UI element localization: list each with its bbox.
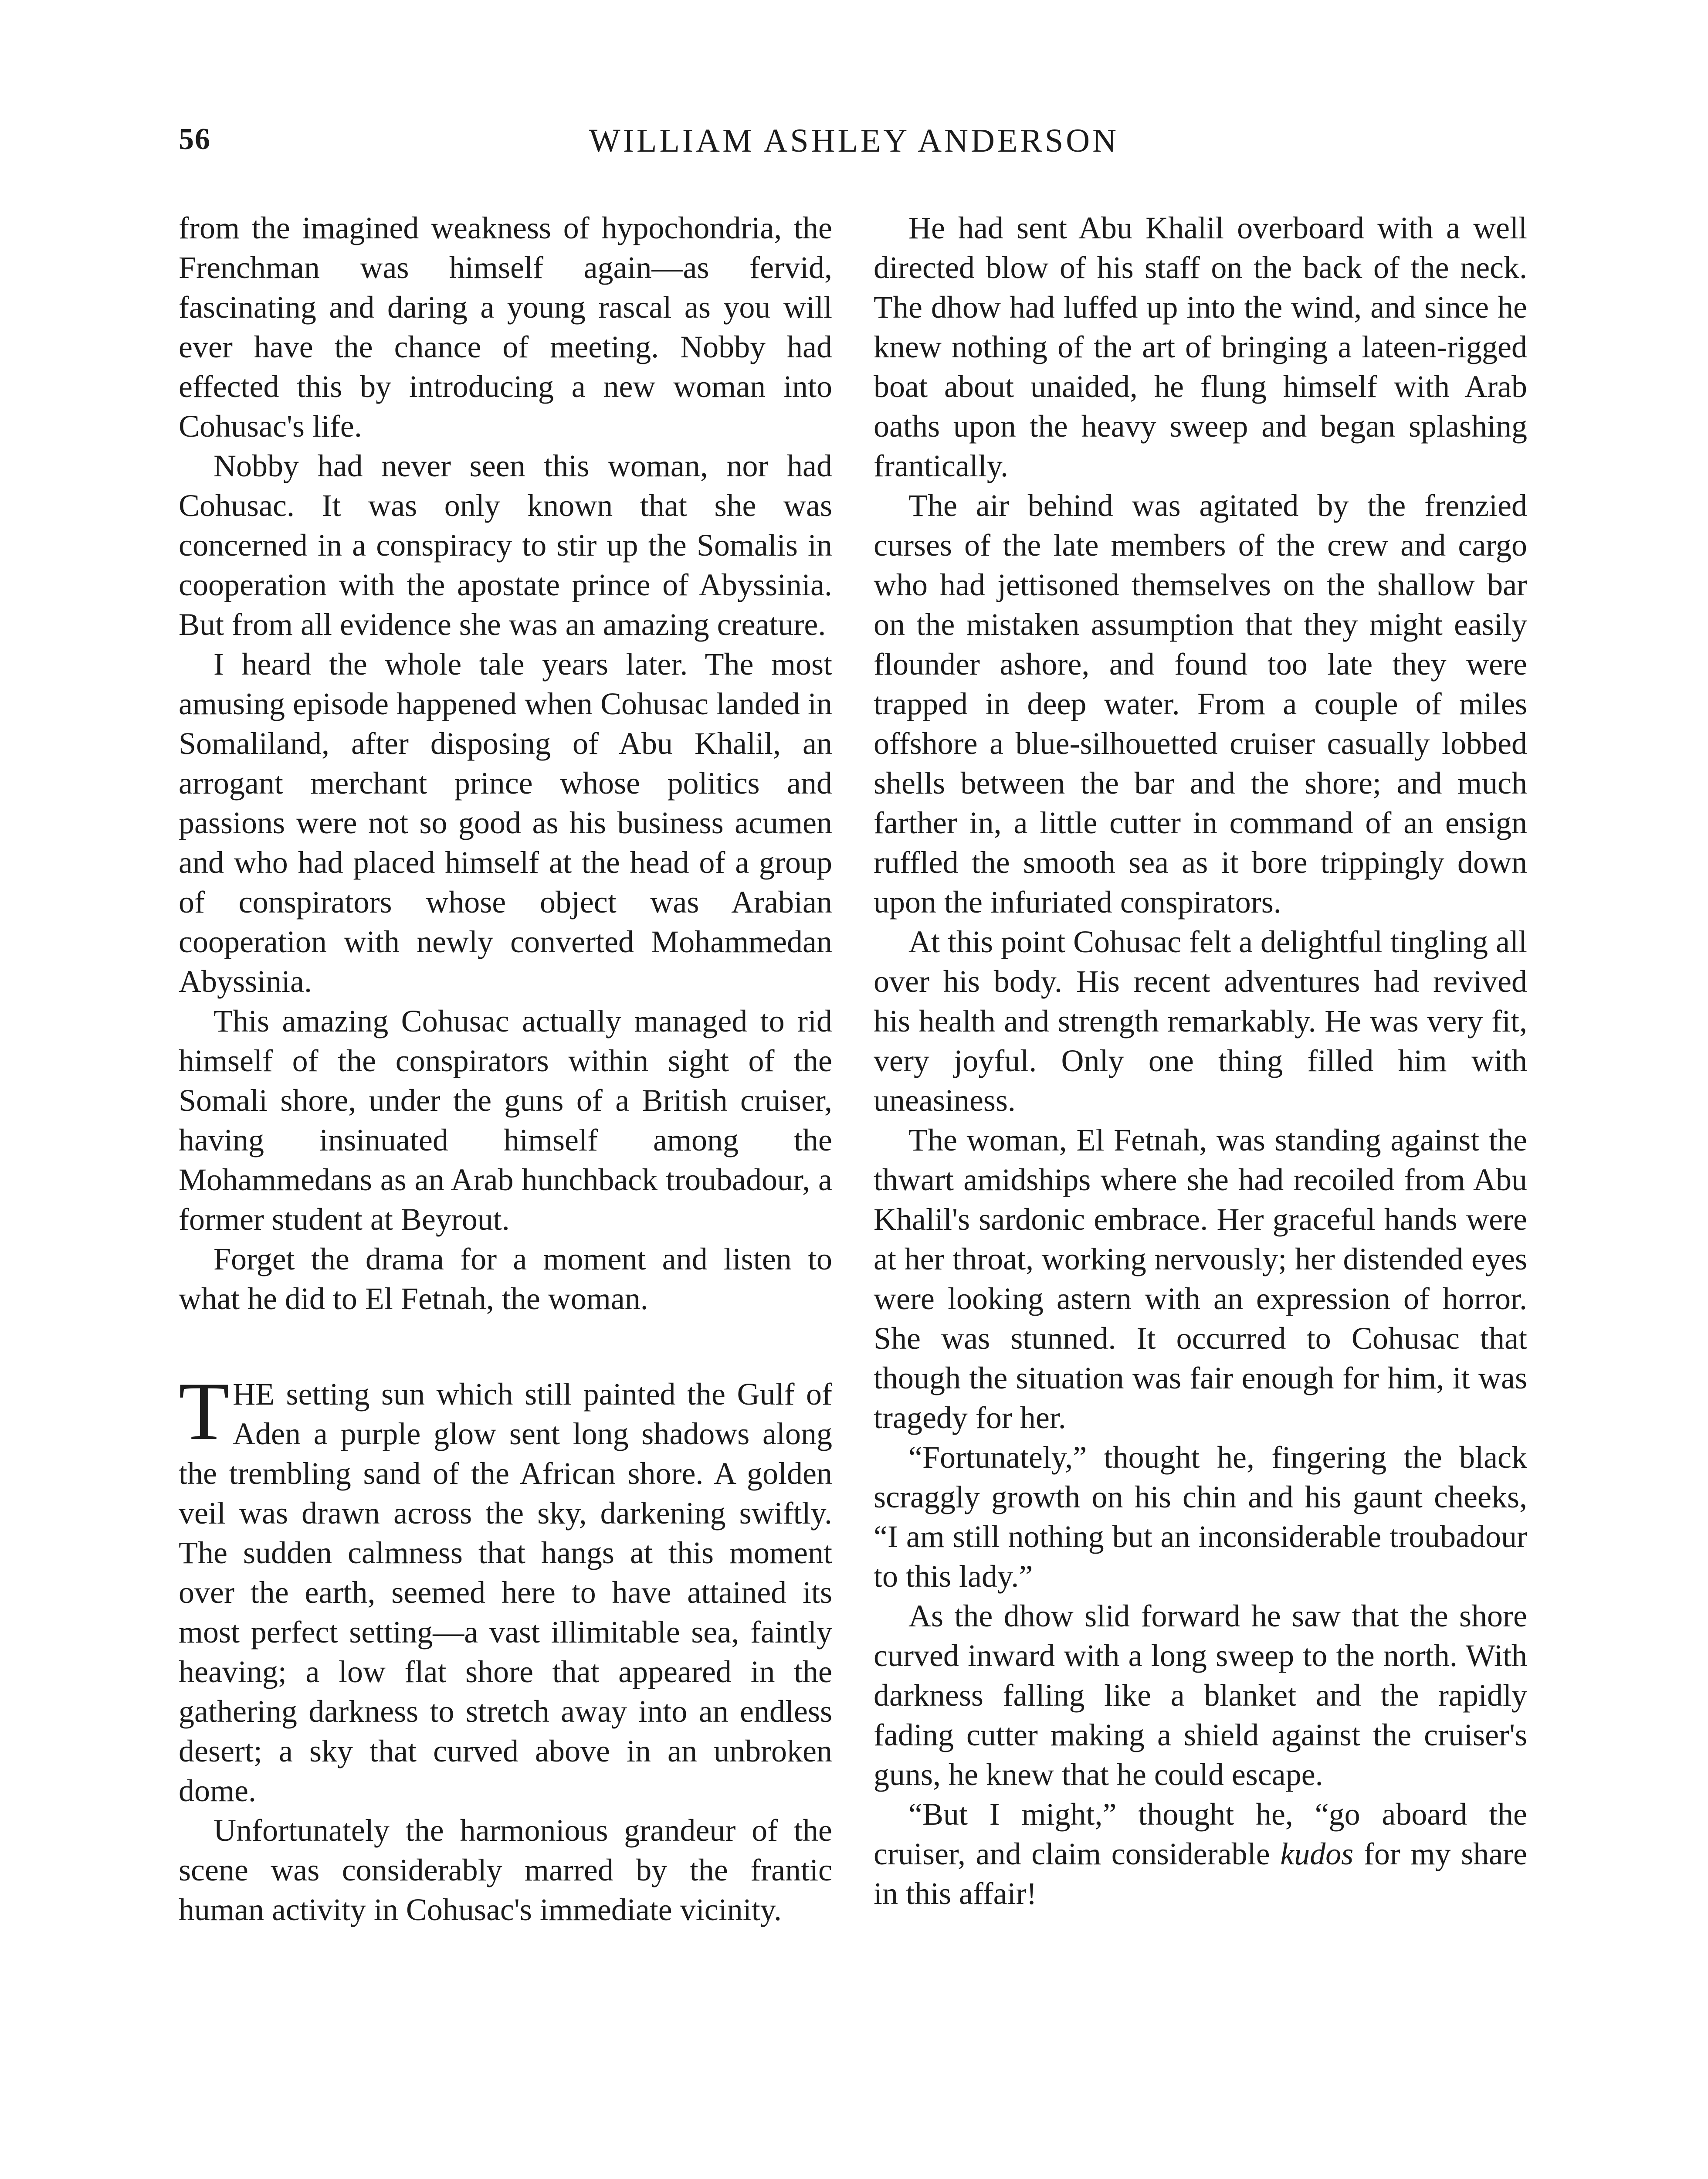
right-column: [874, 208, 1527, 1914]
running-head: WILLIAM ASHLEY ANDERSON: [589, 122, 1119, 159]
left-column: [179, 208, 832, 1930]
paragraph-text: HE setting sun which still painted the Gulf of Aden a purple glow sent long shadows along the trembling sand of the African shore. A golden veil was drawn across the sky, darkening swiftly. The sudden calmness that hangs at this moment over the earth, seemed here to have attained its most perfect setting—a vast illimitable sea, faintly heaving; a low flat shore that appeared in the gathering darkness to stretch away into an endless desert; a sky that curved above in an unbroken dome.: [179, 1377, 832, 1808]
paragraph: He had sent Abu Khalil overboard with a well directed blow of his staff on the back of the neck. The dhow had luffed up into the wind, and since he knew nothing of the art of bringing a lateen-rigged boat about unaided, he flung himself with Arab oaths upon the heavy sweep and began splashing frantically.: [874, 210, 1527, 483]
paragraph: Nobby had never seen this woman, nor had Cohusac. It was only known that she was concerned in a conspiracy to stir up the Somalis in cooperation with the apostate prince of Abyssinia. But from all evidence she was an amazing creature.: [179, 448, 832, 642]
drop-cap: T: [179, 1366, 230, 1457]
paragraph: Forget the drama for a moment and listen to what he did to El Fetnah, the woman.: [179, 1242, 832, 1316]
page-number: 56: [179, 122, 211, 156]
paragraph: [874, 1795, 1527, 1914]
paragraph: This amazing Cohusac actually managed to rid himself of the conspirators within sight of the Somali shore, under the guns of a British cruiser, having insinuated himself among the Mohammedans as an Arab hunchback troubadour, a former student at Beyrout.: [179, 1004, 832, 1237]
paragraph: At this point Cohusac felt a delightful tingling all over his body. His recent adventures had revived his health and strength remarkably. He was very fit, very joyful. Only one thing filled him with uneasiness.: [874, 924, 1527, 1118]
section-start-paragraph: [179, 1366, 832, 1811]
paragraph: Unfortunately the harmonious grandeur of the scene was considerably marred by the frantic human activity in Cohusac's immediate vicinity.: [179, 1813, 832, 1927]
paragraph: The woman, El Fetnah, was standing against the thwart amidships where she had recoiled from Abu Khalil's sardonic embrace. Her graceful hands were at her throat, working nervously; her distended eyes were looking astern with an expression of horror. She was stunned. It occurred to Cohusac that though the situation was fair enough for him, it was tragedy for her.: [874, 1123, 1527, 1435]
paragraph: “Fortunately,” thought he, fingering the black scraggly growth on his chin and his gaunt cheeks, “I am still nothing but an inconsiderable troubadour to this lady.”: [874, 1440, 1527, 1594]
paragraph: I heard the whole tale years later. The most amusing episode happened when Cohusac landed in Somaliland, after disposing of Abu Khalil, an arrogant merchant prince whose politics and passions were not so good as his business acumen and who had placed himself at the head of a group of conspirators whose object was Arabian cooperation with newly converted Mohammedan Abyssinia.: [179, 647, 832, 999]
paragraph-text: “But I might,” thought he, “go aboard the cruiser, and claim considerable: [874, 1797, 1527, 1871]
paragraph: The air behind was agitated by the frenzied curses of the late members of the crew and cargo who had jettisoned themselves on the shallow bar on the mistaken assumption that they might easily flounder ashore, and found too late they were trapped in deep water. From a couple of miles offshore a blue-silhouetted cruiser casually lobbed shells between the bar and the shore; and much farther in, a little cutter in command of an ensign ruffled the smooth sea as it bore trippingly down upon the infuriated conspirators.: [874, 488, 1527, 920]
paragraph: As the dhow slid forward he saw that the shore curved inward with a long sweep to the north. With darkness falling like a blanket and the rapidly fading cutter making a shield against the cruiser's guns, he knew that he could escape.: [874, 1599, 1527, 1792]
paragraph: from the imagined weakness of hypochondria, the Frenchman was himself again—as fervid, fascinating and daring a young rascal as you will ever have the chance of meeting. Nobby had effected this by introducing a new woman into Cohusac's life.: [179, 210, 832, 444]
italic-word: kudos: [1280, 1836, 1354, 1871]
paragraph-text: for my share in this affair!: [874, 1836, 1527, 1911]
